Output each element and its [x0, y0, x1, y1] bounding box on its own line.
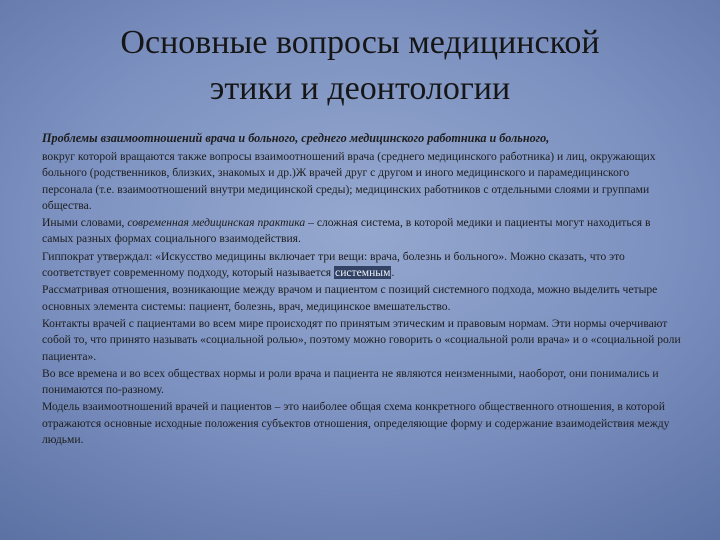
paragraph-4: Рассматривая отношения, возникающие между врачом и пациентом с позиций системного подхода, можно выделить четыре основных элемента системы: пациент, болезнь, врач, медицинское вмешательство.: [42, 283, 658, 313]
paragraph-2-emphasis: современная медицинская практика: [127, 216, 306, 230]
paragraph-5: Контакты врачей с пациентами во всем мире происходят по принятым этическим и правовым нормам. Эти нормы очерчивают собой то, что принято называть «социальной ролью», поэтому можно говорить о «социальной роли врача» и о «социальной роли пациента».: [42, 316, 681, 363]
paragraph-3-start: Гиппократ утверждал: «Искусство медицины включает три вещи: врача, болезнь и больного». Можно сказать, что это соответствует современному подходу, который называется: [42, 249, 625, 280]
lead-paragraph: Проблемы взаимоотношений врача и больного, среднего медицинского работника и больного,: [42, 131, 550, 145]
paragraph-3: [42, 249, 682, 282]
slide-title-line-2: этики и деонтологии: [209, 70, 511, 107]
paragraph-2-start: Иными словами,: [42, 216, 128, 230]
paragraph-6: Во все времена и во всех обществах нормы и роли врача и пациента не являются неизменными, наоборот, они понимались и понимаются по-разному.: [42, 366, 659, 397]
paragraph-2-end: – сложная система, в которой медики и пациенты могут находиться в самых разных формах социального взаимодействия.: [42, 216, 651, 246]
slide-body: [42, 130, 682, 448]
slide-title: [40, 20, 680, 112]
highlighted-term: системным: [335, 266, 391, 280]
paragraph-1: вокруг которой вращаются также вопросы взаимоотношений врача (среднего медицинского работника) и лиц, окружающих больного (родственников, близких, знакомых и др.)Ж врачей друг с другом и иного медицинского и парамедицинского персонала (т.е. взаимоотношений внутри медицинской среды); медицинских работников с отдельными слоями и группами общества.: [42, 150, 656, 212]
slide-title-line-1: Основные вопросы медицинской: [120, 24, 600, 61]
paragraph-3-end: .: [391, 266, 395, 280]
paragraph-2: [42, 215, 682, 248]
paragraph-7: Модель взаимоотношений врачей и пациентов – это наиболее общая схема конкретного общественного отношения, в которой отражаются основные исходные положения субъектов отношения, определяющие форму и содержание взаимодействия между людьми.: [42, 400, 670, 447]
